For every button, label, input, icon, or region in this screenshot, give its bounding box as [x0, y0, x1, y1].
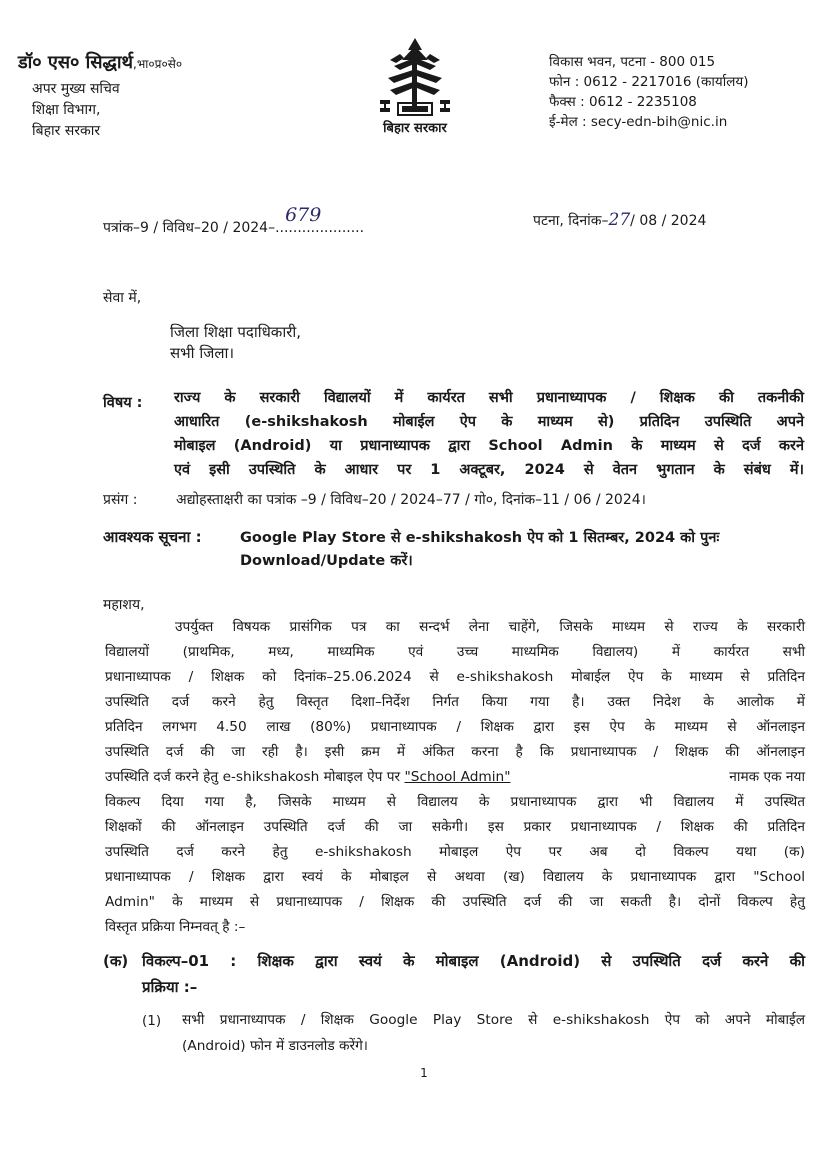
seva-mein: सेवा में,: [103, 290, 142, 306]
contact-phone: फोन : 0612 - 2217016 (कार्यालय): [549, 74, 749, 90]
body-line-3: प्रधानाध्यापक / शिक्षक को दिनांक–25.06.2024 से e-shikshakosh मोबाईल ऐप के माध्यम से प्रतिदिन: [105, 669, 805, 685]
contact-email: ई-मेल : secy-edn-bih@nic.in: [549, 114, 728, 130]
school-admin-quoted: "School Admin": [404, 769, 511, 785]
body-line-10: उपस्थिति दर्ज करने हेतु e-shikshakosh मोबाइल ऐप पर अब दो विकल्प यथा (क): [105, 844, 805, 860]
page-number: 1: [420, 1066, 428, 1080]
step-1-line-2: (Android) फोन में डाउनलोड करेंगे।: [182, 1038, 368, 1054]
option-1-line-2: प्रक्रिया :–: [142, 978, 198, 996]
sender-name-text: डॉ० एस० सिद्धार्थ: [18, 52, 134, 73]
addressee-districts: सभी जिला।: [170, 344, 235, 362]
prasang-text: अद्योहस्ताक्षरी का पत्रांक –9 / विविध–20 / 2024–77 / गो०, दिनांक–11 / 06 / 2024।: [176, 492, 646, 508]
body-line-4: उपस्थिति दर्ज करने हेतु विस्तृत दिशा–निर्देश निर्गत किया गया है। उक्त निदेश के आलोक में: [105, 694, 805, 710]
subject-line-1: राज्य के सरकारी विद्यालयों में कार्यरत सभी प्रधानाध्यापक / शिक्षक की तकनीकी: [174, 390, 804, 406]
body-line-7: [105, 767, 805, 786]
body-line-12: Admin" के माध्यम से प्रधानाध्यापक / शिक्षक की उपस्थिति दर्ज की जा सकती है। दोनों विकल्प हेतु: [105, 894, 805, 910]
body-line-9: शिक्षकों की ऑनलाइन उपस्थिति दर्ज की जा सकेगी। इस प्रकार प्रधानाध्यापक / शिक्षक की प्रतिदिन: [105, 819, 805, 835]
salutation: महाशय,: [103, 597, 145, 613]
body-line-7-tail: नामक एक नया: [729, 769, 805, 785]
reference-dots: ....................: [275, 220, 365, 236]
letter-date: [533, 210, 706, 230]
body-line-8: विकल्प दिया गया है, जिसके माध्यम से विद्यालय के प्रधानाध्यापक द्वारा भी विद्यालय में उपस्थित: [105, 794, 805, 810]
subject-line-4: एवं इसी उपस्थिति के आधार पर 1 अक्टूबर, 2024 से वेतन भुगतान के संबंध में।: [174, 462, 804, 478]
step-1-marker: (1): [142, 1013, 162, 1029]
sender-designation: अपर मुख्य सचिव: [32, 81, 120, 97]
emblem-caption: बिहार सरकार: [383, 121, 447, 136]
body-line-13: विस्तृत प्रक्रिया निम्नवत् है :–: [105, 919, 246, 935]
subject-line-2: आधारित (e-shikshakosh मोबाईल ऐप के माध्यम से) प्रतिदिन उपस्थिति अपने: [174, 414, 804, 430]
body-line-11: प्रधानाध्यापक / शिक्षक द्वारा स्वयं के मोबाइल से अथवा (ख) विद्यालय के प्रधानाध्यापक द्वारा "School: [105, 869, 805, 885]
date-prefix: पटना, दिनांक–: [533, 213, 609, 229]
body-line-1: उपर्युक्त विषयक प्रासंगिक पत्र का सन्दर्भ लेना चाहेंगे, जिसके माध्यम से राज्य के सरकारी: [175, 619, 805, 635]
contact-fax: फैक्स : 0612 - 2235108: [549, 94, 697, 110]
option-1-marker: (क): [103, 952, 129, 970]
handwritten-letter-number: 679: [285, 204, 322, 226]
sender-name: [18, 50, 182, 74]
notice-label: आवश्यक सूचना :: [103, 528, 202, 546]
subject-label: विषय :: [103, 395, 143, 411]
body-line-6: उपस्थिति दर्ज की जा रही है। इसी क्रम में अंकित करना है कि प्रधानाध्यापक / शिक्षक की ऑनलाइन: [105, 744, 805, 760]
contact-address: विकास भवन, पटना - 800 015: [549, 54, 716, 70]
handwritten-date-day: 27: [608, 210, 631, 230]
step-1-line-1: सभी प्रधानाध्यापक / शिक्षक Google Play Store से e-shikshakosh ऐप को अपने मोबाईल: [182, 1012, 805, 1028]
sender-degree: ,भा०प्र०से०: [133, 57, 183, 71]
body-line-2: विद्यालयों (प्राथमिक, मध्य, माध्यमिक एवं उच्च माध्यमिक विद्यालय) में कार्यरत सभी: [105, 644, 805, 660]
sender-government: बिहार सरकार: [32, 123, 101, 139]
body-line-7-head: उपस्थिति दर्ज करने हेतु e-shikshakosh मोबाइल ऐप पर: [105, 769, 401, 785]
body-line-5: प्रतिदिन लगभग 4.50 लाख (80%) प्रधानाध्यापक / शिक्षक द्वारा इस ऐप के माध्यम से ऑनलाइन: [105, 719, 805, 735]
date-suffix: / 08 / 2024: [630, 213, 707, 229]
notice-line-1: Google Play Store से e-shikshakosh ऐप को 1 सितम्बर, 2024 को पुनः: [240, 530, 720, 546]
prasang-label: प्रसंग :: [103, 492, 138, 508]
notice-line-2: Download/Update करें।: [240, 553, 413, 569]
addressee-title: जिला शिक्षा पदाधिकारी,: [170, 323, 302, 341]
subject-line-3: मोबाइल (Android) या प्रधानाध्यापक द्वारा School Admin के माध्यम से दर्ज करने: [174, 438, 804, 454]
reference-prefix: पत्रांक–9 / विविध–20 / 2024–: [103, 220, 276, 236]
letter-reference: [103, 204, 365, 237]
sender-department: शिक्षा विभाग,: [32, 102, 101, 118]
option-1-line-1: विकल्प–01 : शिक्षक द्वारा स्वयं के मोबाइल (Android) से उपस्थिति दर्ज करने की: [142, 952, 805, 970]
